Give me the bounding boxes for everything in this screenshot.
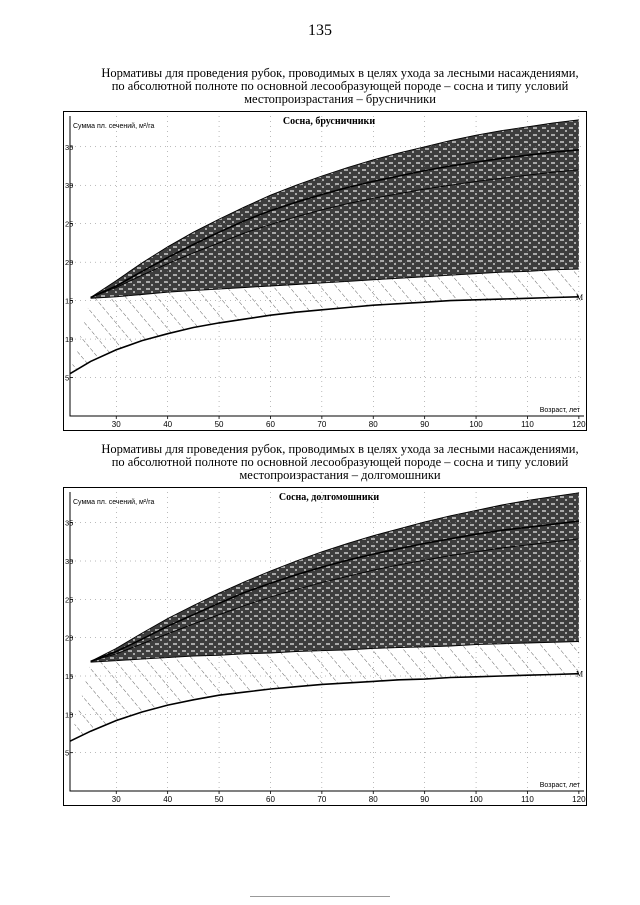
x-axis-label: Возраст, лет <box>539 782 580 789</box>
x-tick-label: 100 <box>469 420 483 429</box>
y-tick-label: 35 <box>65 518 74 528</box>
x-tick-label: 40 <box>163 420 173 429</box>
chart-1-caption <box>70 67 610 106</box>
chart-2 <box>63 487 587 806</box>
x-tick-label: 30 <box>111 420 121 429</box>
x-tick-label: 120 <box>572 420 586 429</box>
y-axis-label: Сумма пл. сечений, м²/га <box>73 123 155 130</box>
chart-1-caption-line-1: Нормативы для проведения рубок, проводимых в целях ухода за лесными насаждениями, <box>101 66 579 80</box>
chart-title: Сосна, брусничники <box>282 116 376 127</box>
y-tick-label: 15 <box>65 672 74 681</box>
y-tick-label: 15 <box>65 296 74 306</box>
x-tick-label: 110 <box>521 795 534 804</box>
y-tick-label: 5 <box>65 373 70 383</box>
y-tick-label: 10 <box>65 710 74 720</box>
x-tick-label: 70 <box>317 795 327 804</box>
x-tick-label: 120 <box>572 795 586 804</box>
x-tick-label: 40 <box>163 795 173 804</box>
chart-2-caption-line-2: по абсолютной полноте по основной лесообразующей породе – сосна и типу условий <box>111 455 569 469</box>
series-m-label: М <box>576 292 584 302</box>
chart-2-svg <box>64 488 586 805</box>
series-m-label: М <box>576 669 584 679</box>
chart-2-caption-line-1: Нормативы для проведения рубок, проводимых в целях ухода за лесными насаждениями, <box>101 442 579 456</box>
footer-divider <box>250 896 390 897</box>
x-tick-label: 60 <box>266 795 275 804</box>
x-tick-label: 90 <box>420 420 430 429</box>
y-tick-label: 35 <box>65 142 74 152</box>
x-tick-label: 50 <box>214 420 224 429</box>
x-tick-label: 60 <box>266 420 275 429</box>
chart-1-svg <box>64 112 586 430</box>
page-number: 135 <box>308 22 332 39</box>
y-tick-label: 10 <box>65 335 74 345</box>
chart-1-caption-line-3: местопроизрастания – брусничники <box>244 92 436 106</box>
chart-title: Сосна, долгомошники <box>278 492 380 503</box>
y-tick-label: 5 <box>65 748 70 758</box>
x-tick-label: 50 <box>214 795 224 804</box>
y-tick-label: 25 <box>65 595 74 605</box>
x-tick-label: 100 <box>469 795 483 804</box>
x-tick-label: 80 <box>368 795 378 804</box>
x-tick-label: 70 <box>317 420 327 429</box>
y-tick-label: 20 <box>65 258 74 268</box>
chart-2-caption-line-3: местопроизрастания – долгомошники <box>239 468 441 482</box>
x-axis-label: Возраст, лет <box>539 407 580 414</box>
y-axis-label: Сумма пл. сечений, м²/га <box>73 499 155 506</box>
x-tick-label: 90 <box>420 795 430 804</box>
y-tick-label: 25 <box>65 219 74 229</box>
y-tick-label: 20 <box>65 633 74 643</box>
chart-1-caption-line-2: по абсолютной полноте по основной лесообразующей породе – сосна и типу условий <box>111 79 569 93</box>
x-tick-label: 30 <box>111 795 121 804</box>
y-tick-label: 30 <box>65 181 74 191</box>
x-tick-label: 80 <box>368 420 378 429</box>
chart-2-caption <box>70 443 610 482</box>
chart-1 <box>63 111 587 431</box>
recommended-thinning-band <box>91 493 579 662</box>
y-tick-label: 30 <box>65 557 74 566</box>
x-tick-label: 110 <box>521 420 534 429</box>
